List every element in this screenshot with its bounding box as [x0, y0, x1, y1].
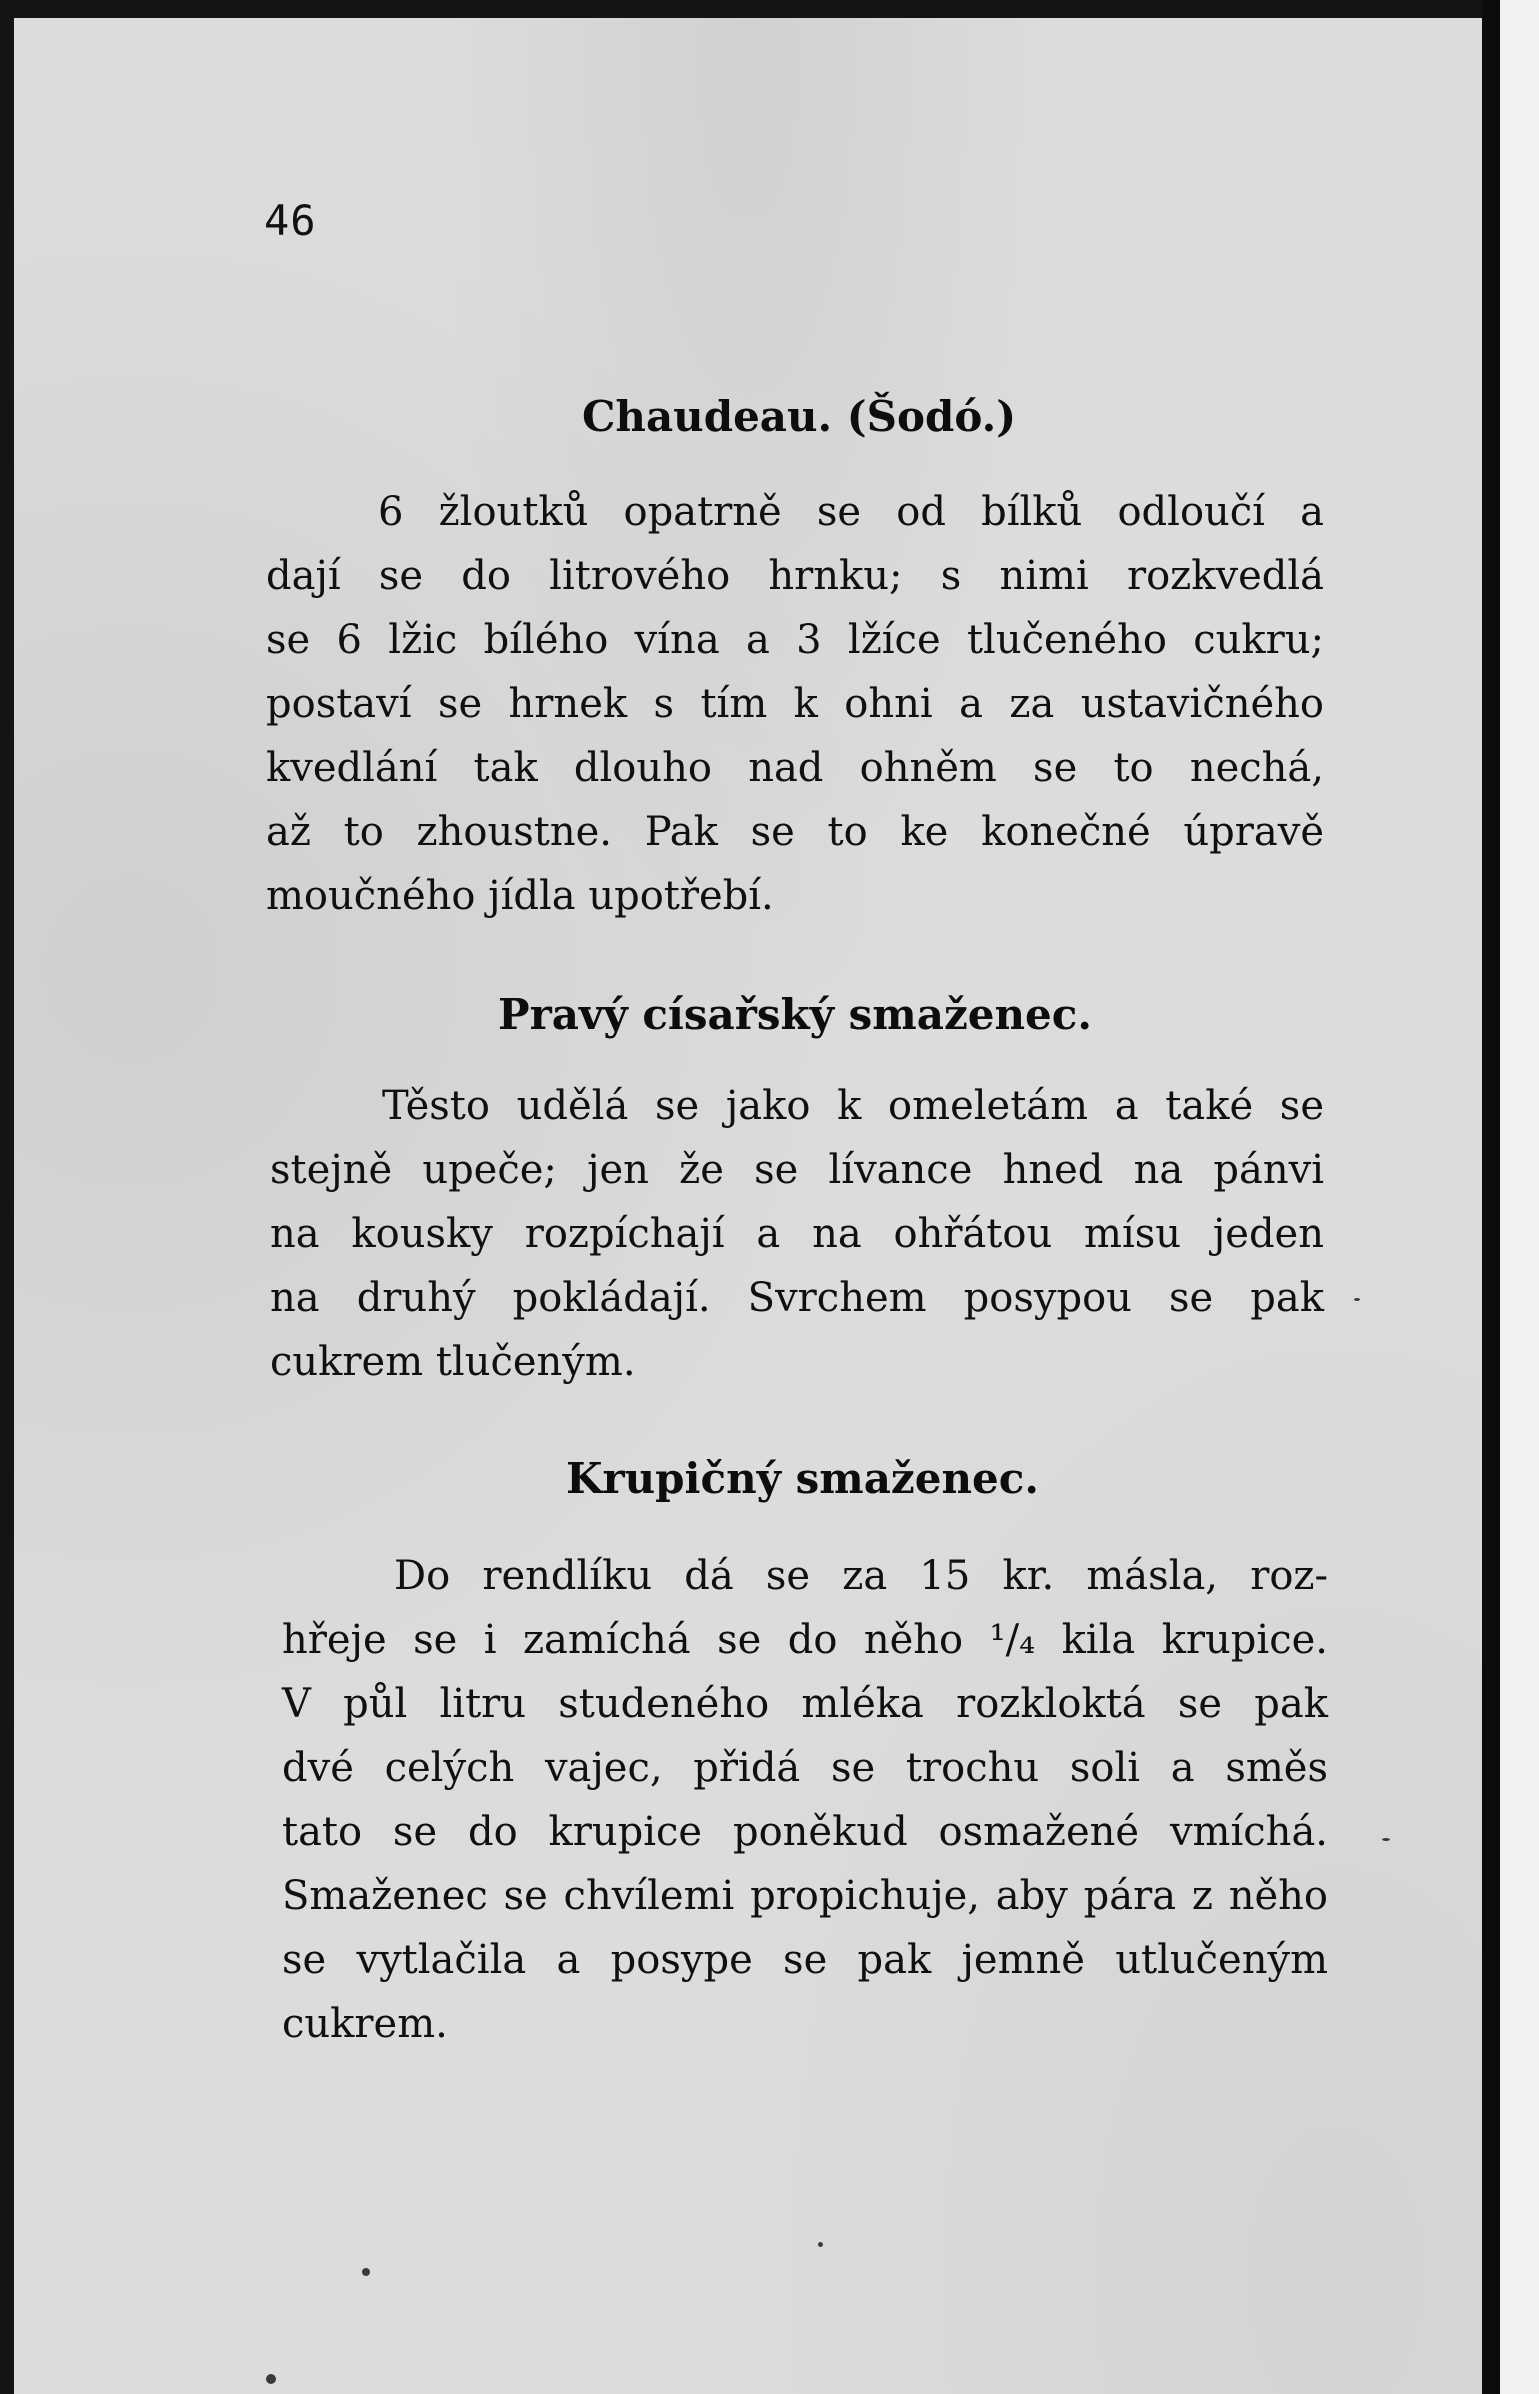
recipe-title-cisarsky-smazenec: Pravý císařský smaženec. — [498, 990, 1092, 1039]
page-edge-shadow — [1482, 0, 1500, 2394]
recipe-title-chaudeau: Chaudeau. (Šodó.) — [582, 392, 1017, 441]
recipe-title-krupicny-smazenec: Krupičný smaženec. — [566, 1454, 1039, 1503]
text-line: cukrem. — [282, 2001, 448, 2047]
text-line: dvé celých vajec, přidá se trochu soli a směs — [282, 1745, 1328, 1791]
text-line: cukrem tlučeným. — [270, 1339, 636, 1385]
text-line: Těsto udělá se jako k omeletám a také se — [382, 1083, 1324, 1129]
text-line: postaví se hrnek s tím k ohni a za ustavičného — [266, 681, 1324, 727]
text-line: na kousky rozpíchají a na ohřátou mísu jeden — [270, 1211, 1324, 1257]
text-line: až to zhoustne. Pak se to ke konečné úpravě — [266, 809, 1324, 855]
page-number: 46 — [264, 196, 317, 245]
text-line: tato se do krupice poněkud osmažené vmíchá. — [282, 1809, 1328, 1855]
scan-speck — [362, 2268, 370, 2276]
text-line: Do rendlíku dá se za 15 kr. másla, roz- — [394, 1553, 1328, 1599]
recipe-body-cisarsky-smazenec — [270, 1074, 1324, 1394]
recipe-body-krupicny-smazenec — [282, 1544, 1328, 2056]
text-line: moučného jídla upotřebí. — [266, 873, 774, 919]
scan-speck — [1354, 1298, 1360, 1301]
text-line: hřeje se i zamíchá se do něho ¹/₄ kila krupice. — [282, 1617, 1328, 1663]
text-line: se 6 lžic bílého vína a 3 lžíce tlučeného cukru; — [266, 617, 1324, 663]
text-line: stejně upeče; jen že se lívance hned na pánvi — [270, 1147, 1324, 1193]
scan-speck — [1382, 1838, 1390, 1841]
text-line: V půl litru studeného mléka rozkloktá se pak — [282, 1681, 1328, 1727]
text-line: se vytlačila a posype se pak jemně utlučeným — [282, 1937, 1328, 1983]
text-line: dají se do litrového hrnku; s nimi rozkvedlá — [266, 553, 1324, 599]
text-line: na druhý pokládají. Svrchem posypou se pak — [270, 1275, 1324, 1321]
recipe-body-chaudeau — [266, 480, 1324, 928]
text-line: 6 žloutků opatrně se od bílků odloučí a — [378, 489, 1324, 535]
scan-speck — [266, 2374, 276, 2384]
text-line: Smaženec se chvílemi propichuje, aby pára z něho — [282, 1873, 1328, 1919]
scan-speck — [818, 2242, 823, 2247]
text-line: kvedlání tak dlouho nad ohněm se to nechá, — [266, 745, 1324, 791]
